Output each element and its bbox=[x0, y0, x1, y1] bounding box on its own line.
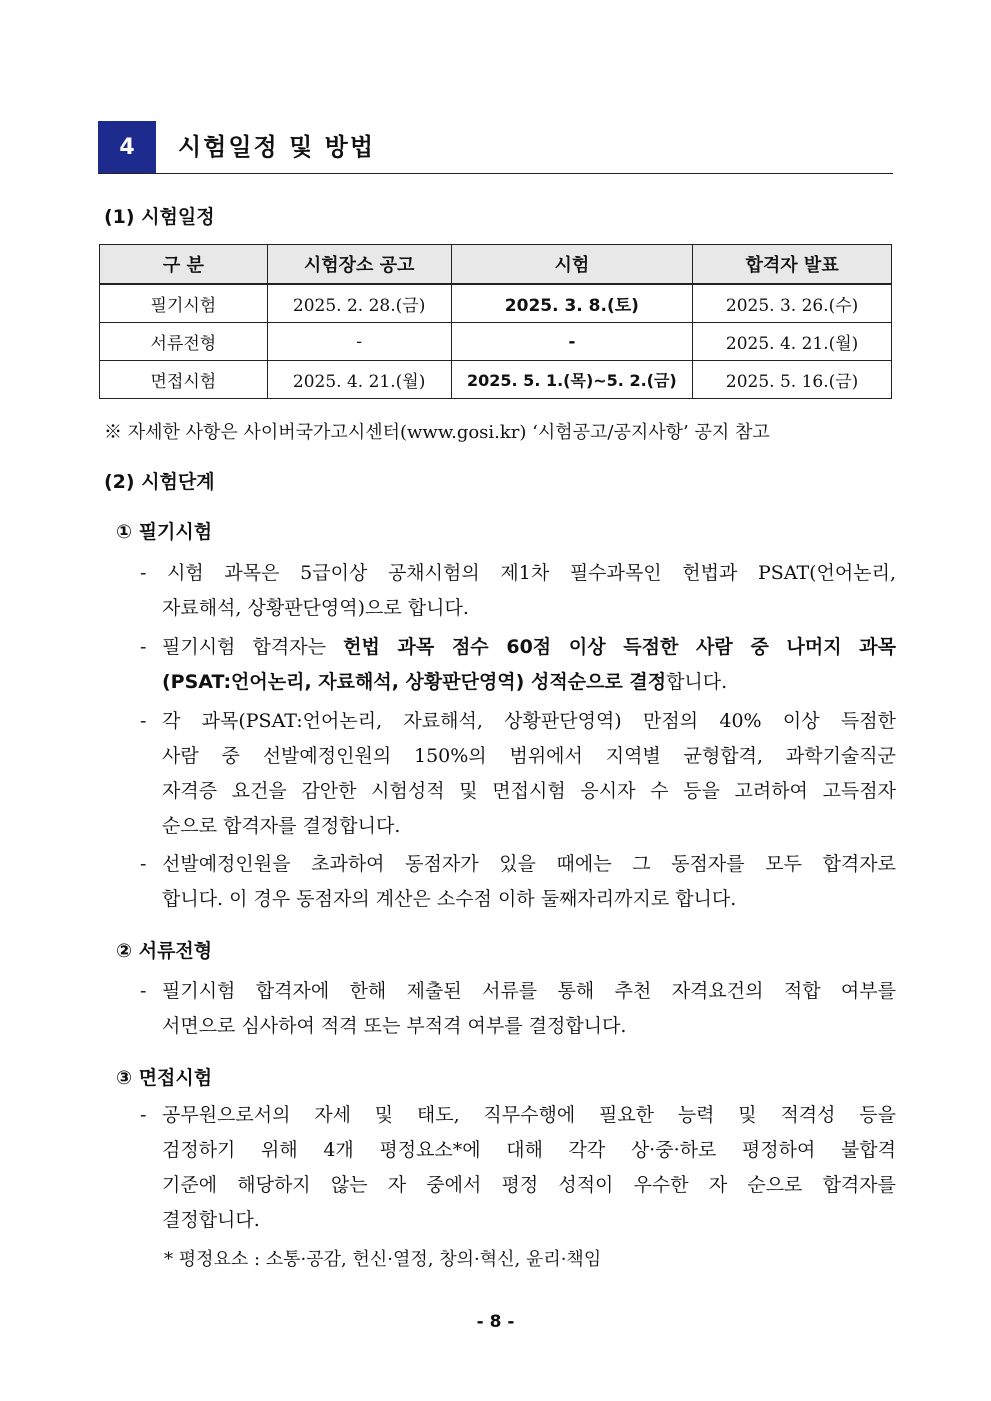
text-line: 공무원으로서의 자세 및 태도, 직무수행에 필요한 능력 및 적격성 등을 bbox=[162, 1104, 896, 1126]
evaluation-footnote: * 평정요소 : 소통·공감, 헌신·열정, 창의·혁신, 윤리·책임 bbox=[164, 1249, 602, 1270]
document-bullet-1 bbox=[140, 974, 896, 1044]
table-cell: 2025. 5. 16.(금) bbox=[693, 361, 892, 399]
interview-bullet-1 bbox=[140, 1098, 896, 1238]
bold-text-run: (PSAT:언어논리, 자료해석, 상황판단영역) 성적순으로 결정 bbox=[162, 671, 667, 693]
text-line: 필기시험 합격자에 한해 제출된 서류를 통해 추천 자격요건의 적합 여부를 bbox=[162, 980, 896, 1002]
dash-marker: - bbox=[140, 980, 147, 1002]
text-line: 기준에 해당하지 않는 자 중에서 평정 성적이 우수한 자 순으로 합격자를 bbox=[162, 1174, 896, 1196]
table-cell: 필기시험 bbox=[100, 284, 268, 323]
bold-text-run: 헌법 과목 점수 60점 이상 득점한 사람 중 나머지 과목 bbox=[343, 636, 896, 658]
schedule-table bbox=[99, 244, 892, 399]
table-cell: 면접시험 bbox=[100, 361, 268, 399]
table-cell: 서류전형 bbox=[100, 323, 268, 361]
text-line: 합니다. 이 경우 동점자의 계산은 소수점 이하 둘째자리까지로 합니다. bbox=[162, 888, 737, 910]
table-header-row bbox=[100, 245, 892, 285]
schedule-heading: (1) 시험일정 bbox=[104, 206, 215, 228]
table-cell: 2025. 4. 21.(월) bbox=[693, 323, 892, 361]
written-bullet-4 bbox=[140, 847, 896, 917]
table-header-cell: 시험 bbox=[451, 245, 693, 285]
text-line: 자격증 요건을 감안한 시험성적 및 면접시험 응시자 수 등을 고려하여 고득점자 bbox=[162, 780, 896, 802]
dash-marker: - bbox=[140, 853, 147, 875]
table-header-cell: 시험장소 공고 bbox=[267, 245, 451, 285]
table-row bbox=[100, 323, 892, 361]
section-title: 시험일정 및 방법 bbox=[178, 133, 375, 161]
table-cell: 2025. 3. 8.(토) bbox=[451, 284, 693, 323]
dash-marker: - bbox=[140, 710, 147, 732]
text-line: 사람 중 선발예정인원의 150%의 범위에서 지역별 균형합격, 과학기술직군 bbox=[162, 745, 896, 767]
text-line: 결정합니다. bbox=[162, 1209, 260, 1231]
written-bullet-3 bbox=[140, 704, 896, 844]
text-line: 서면으로 심사하여 적격 또는 부적격 여부를 결정합니다. bbox=[162, 1015, 627, 1037]
table-cell: 2025. 3. 26.(수) bbox=[693, 284, 892, 323]
dash-marker: - bbox=[140, 636, 147, 658]
text-line: 검정하기 위해 4개 평정요소*에 대해 각각 상·중·하로 평정하여 불합격 bbox=[162, 1139, 896, 1161]
table-row bbox=[100, 361, 892, 399]
text-run: 필기시험 합격자는 bbox=[162, 636, 344, 658]
document-review-heading: ② 서류전형 bbox=[116, 940, 213, 962]
table-row bbox=[100, 284, 892, 323]
text-line: 선발예정인원을 초과하여 동점자가 있을 때에는 그 동점자를 모두 합격자로 bbox=[162, 853, 896, 875]
text-line: 자료해석, 상황판단영역)으로 합니다. bbox=[162, 597, 469, 619]
written-exam-heading: ① 필기시험 bbox=[116, 521, 213, 543]
written-bullet-2 bbox=[140, 630, 896, 700]
section-header bbox=[98, 121, 893, 174]
text-line: - 시험 과목은 5급이상 공채시험의 제1차 필수과목인 헌법과 PSAT(언어논리, bbox=[140, 562, 896, 584]
table-header-cell: 합격자 발표 bbox=[693, 245, 892, 285]
written-bullet-1 bbox=[140, 556, 896, 626]
schedule-note: ※ 자세한 사항은 사이버국가고시센터(www.gosi.kr) ‘시험공고/공지사항’ 공지 참고 bbox=[104, 422, 770, 443]
page-number: - 8 - bbox=[476, 1312, 515, 1332]
text-line: 순으로 합격자를 결정합니다. bbox=[162, 815, 401, 837]
text-line bbox=[162, 665, 896, 700]
table-cell: 2025. 5. 1.(목)~5. 2.(금) bbox=[451, 361, 693, 399]
interview-heading: ③ 면접시험 bbox=[116, 1067, 213, 1089]
table-cell: 2025. 2. 28.(금) bbox=[267, 284, 451, 323]
table-header-cell: 구 분 bbox=[100, 245, 268, 285]
section-number-badge: 4 bbox=[98, 121, 156, 173]
text-run: 합니다. bbox=[666, 671, 728, 693]
table-cell: - bbox=[267, 323, 451, 361]
stages-heading: (2) 시험단계 bbox=[104, 471, 215, 493]
text-line bbox=[162, 630, 896, 665]
table-cell: 2025. 4. 21.(월) bbox=[267, 361, 451, 399]
text-line: 각 과목(PSAT:언어논리, 자료해석, 상황판단영역) 만점의 40% 이상 득점한 bbox=[162, 710, 896, 732]
table-cell: - bbox=[451, 323, 693, 361]
dash-marker: - bbox=[140, 1104, 147, 1126]
